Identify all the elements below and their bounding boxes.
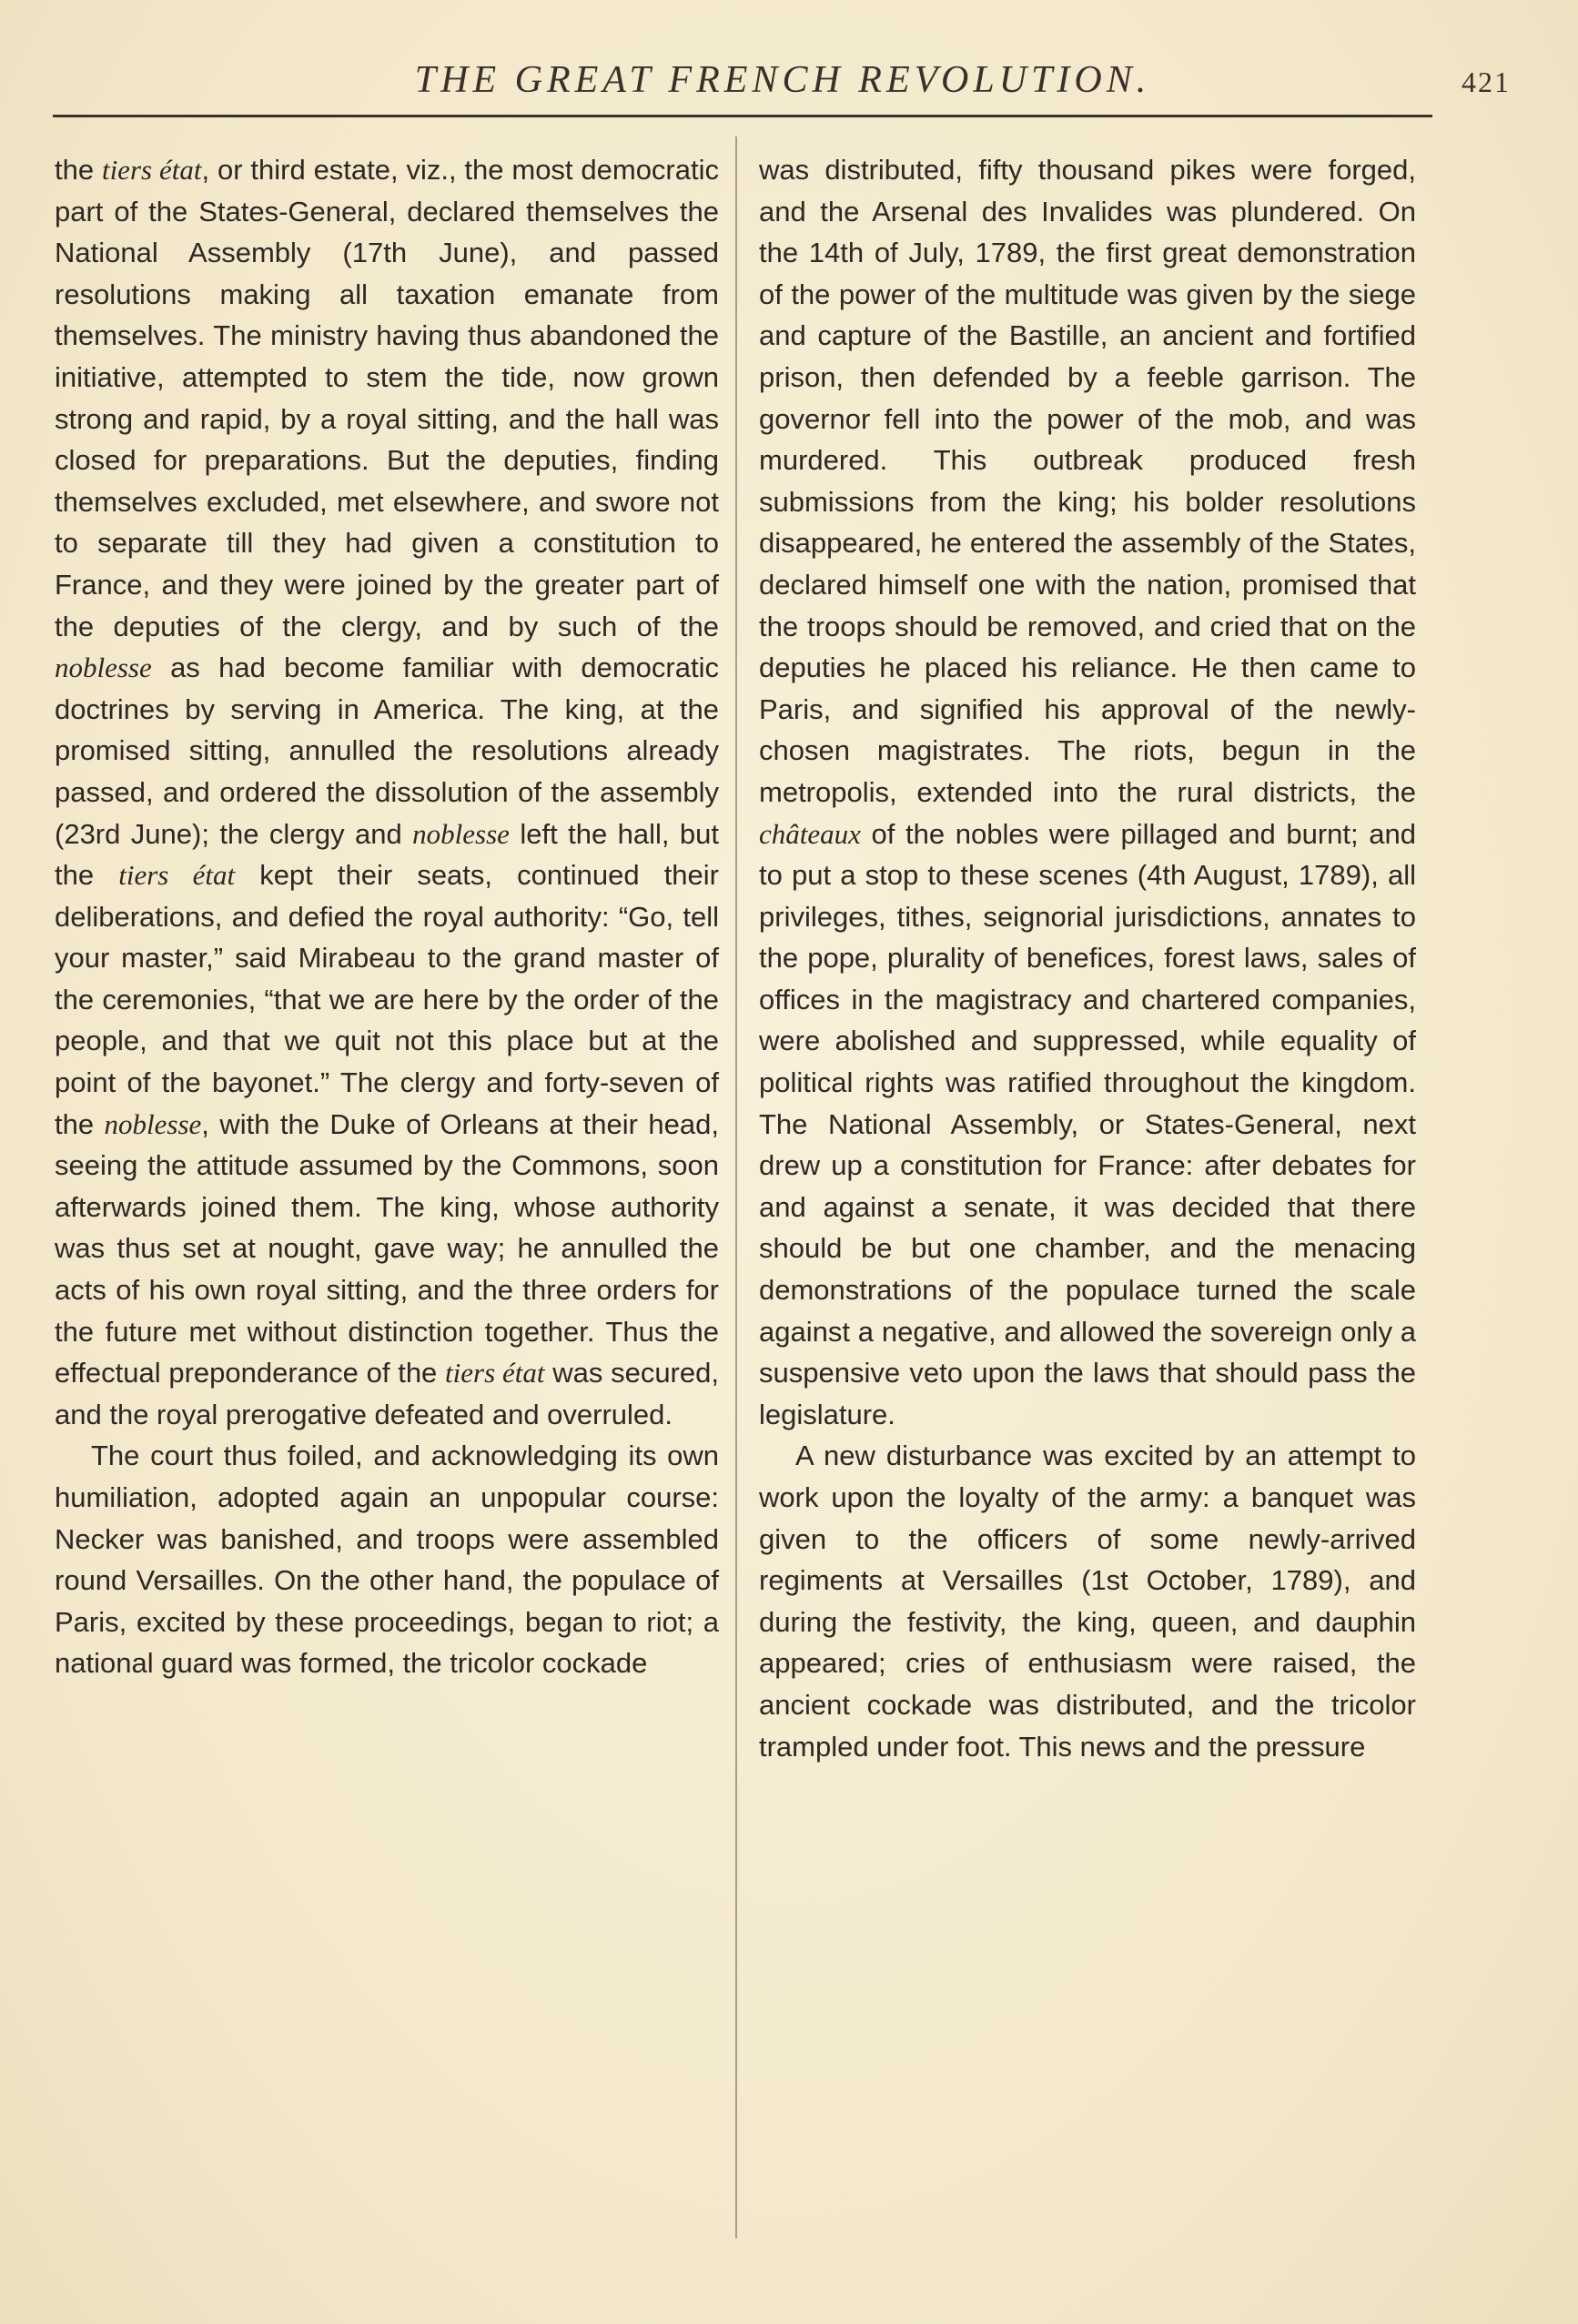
text-run: A new disturbance was excited by an attempt to work upon the loyalty of the army: a banquet was given to the officers of some newly-arrived regiments at Versailles (1st October, 1789), and during the festivity, the king, queen, and dauphin appeared; cries of enthusiasm were raised, the ancient cockade was distributed, and the tricolor trampled under foot. This news and the pressure bbox=[759, 1440, 1416, 1763]
italic-term: tiers état bbox=[101, 154, 202, 186]
column-divider bbox=[735, 136, 737, 2238]
italic-term: noblesse bbox=[55, 652, 152, 684]
right-column bbox=[759, 149, 1416, 1767]
italic-term: noblesse bbox=[412, 817, 510, 850]
text-run: left the hall, but the bbox=[55, 817, 719, 892]
text-run: of the nobles were pillaged and burnt; and to put a stop to these scenes (4th August, 1789), all privileges, tithes, seignorial jurisdictions, annates to the pope, plurality of benefices, forest laws, sales of offices in the magistracy and chartered companies, were abolished and suppressed, while equality of political rights was ratified throughout the kingdom. The National Assembly, or States-General, next drew up a constitution for France: after debates for and against a senate, it was decided that there should be but one chamber, and the menacing demonstrations of the populace turned the scale against a negative, and allowed the sovereign only a suspensive veto upon the laws that should pass the legislature. bbox=[759, 817, 1416, 1430]
right-paragraph-2 bbox=[759, 1435, 1416, 1767]
page-number: 421 bbox=[1462, 66, 1511, 98]
text-run: was secured, and the royal prerogative defeated and overruled. bbox=[55, 1357, 719, 1430]
italic-term: châteaux bbox=[759, 817, 861, 850]
text-run: , or third estate, viz., the most democratic part of the States-General, declared themselves the National Assembly (17th June), and passed resolutions making all taxation emanate from themselves. The ministry having thus abandoned the initiative, attempted to stem the tide, now grown strong and rapid, by a royal sitting, and the hall was closed for preparations. But the deputies, finding themselves excluded, met elsewhere, and swore not to separate till they had given a constitution to France, and they were joined by the greater part of the deputies of the clergy, and by such of the bbox=[55, 154, 720, 642]
text-run: was distributed, fifty thousand pikes were forged, and the Arsenal des Invalides was plundered. On the 14th of July, 1789, the first great demonstration of the power of the multitude was given by the siege and capture of the Bastille, an ancient and fortified prison, then defended by a feeble garrison. The governor fell into the power of the mob, and was murdered. This outbreak produced fresh submissions from the king; his bolder resolutions disappeared, he entered the assembly of the States, declared himself one with the nation, promised that the troops should be removed, and cried that on the deputies he placed his reliance. He then came to Paris, and signified his approval of the newly-chosen magistrates. The riots, begun in the metropolis, extended into the rural districts, the bbox=[759, 154, 1416, 808]
text-run: the bbox=[55, 154, 102, 186]
left-paragraph-2 bbox=[55, 1435, 719, 1684]
header-rule bbox=[53, 115, 1432, 117]
italic-term: tiers état bbox=[445, 1357, 545, 1389]
left-paragraph-1 bbox=[55, 149, 719, 1435]
italic-term: noblesse bbox=[104, 1107, 202, 1140]
running-title: THE GREAT FRENCH REVOLUTION. bbox=[414, 59, 1151, 101]
text-run: as had become familiar with democratic doctrines by serving in America. The king, at the promised sitting, annulled the resolutions already passed, and ordered the dissolution of the assembly (23rd June); the clergy and bbox=[55, 652, 719, 850]
text-run: The court thus foiled, and acknowledging its own humiliation, adopted again an unpopular course: Necker was banished, and troops were assembled round Versailles. On the other hand, the populace of Paris, excited by these proceedings, began to riot; a national guard was formed, the tricolor cockade bbox=[55, 1440, 719, 1680]
left-column bbox=[55, 149, 719, 1684]
text-run: kept their seats, continued their deliberations, and defied the royal authority: “Go, tell your master,” said Mirabeau to the grand master of the ceremonies, “that we are here by the order of the people, and that we quit not this place but at the point of the bayonet.” The clergy and forty-seven of the bbox=[55, 859, 719, 1140]
right-paragraph-1 bbox=[759, 149, 1416, 1435]
italic-term: tiers état bbox=[118, 859, 236, 892]
running-head bbox=[55, 58, 1511, 113]
text-run: , with the Duke of Orleans at their head, seeing the attitude assumed by the Commons, soon afterwards joined them. The king, whose authority was thus set at nought, gave way; he annulled the acts of his own royal sitting, and the three orders for the future met without distinction together. Thus the effectual preponderance of the bbox=[55, 1107, 719, 1389]
